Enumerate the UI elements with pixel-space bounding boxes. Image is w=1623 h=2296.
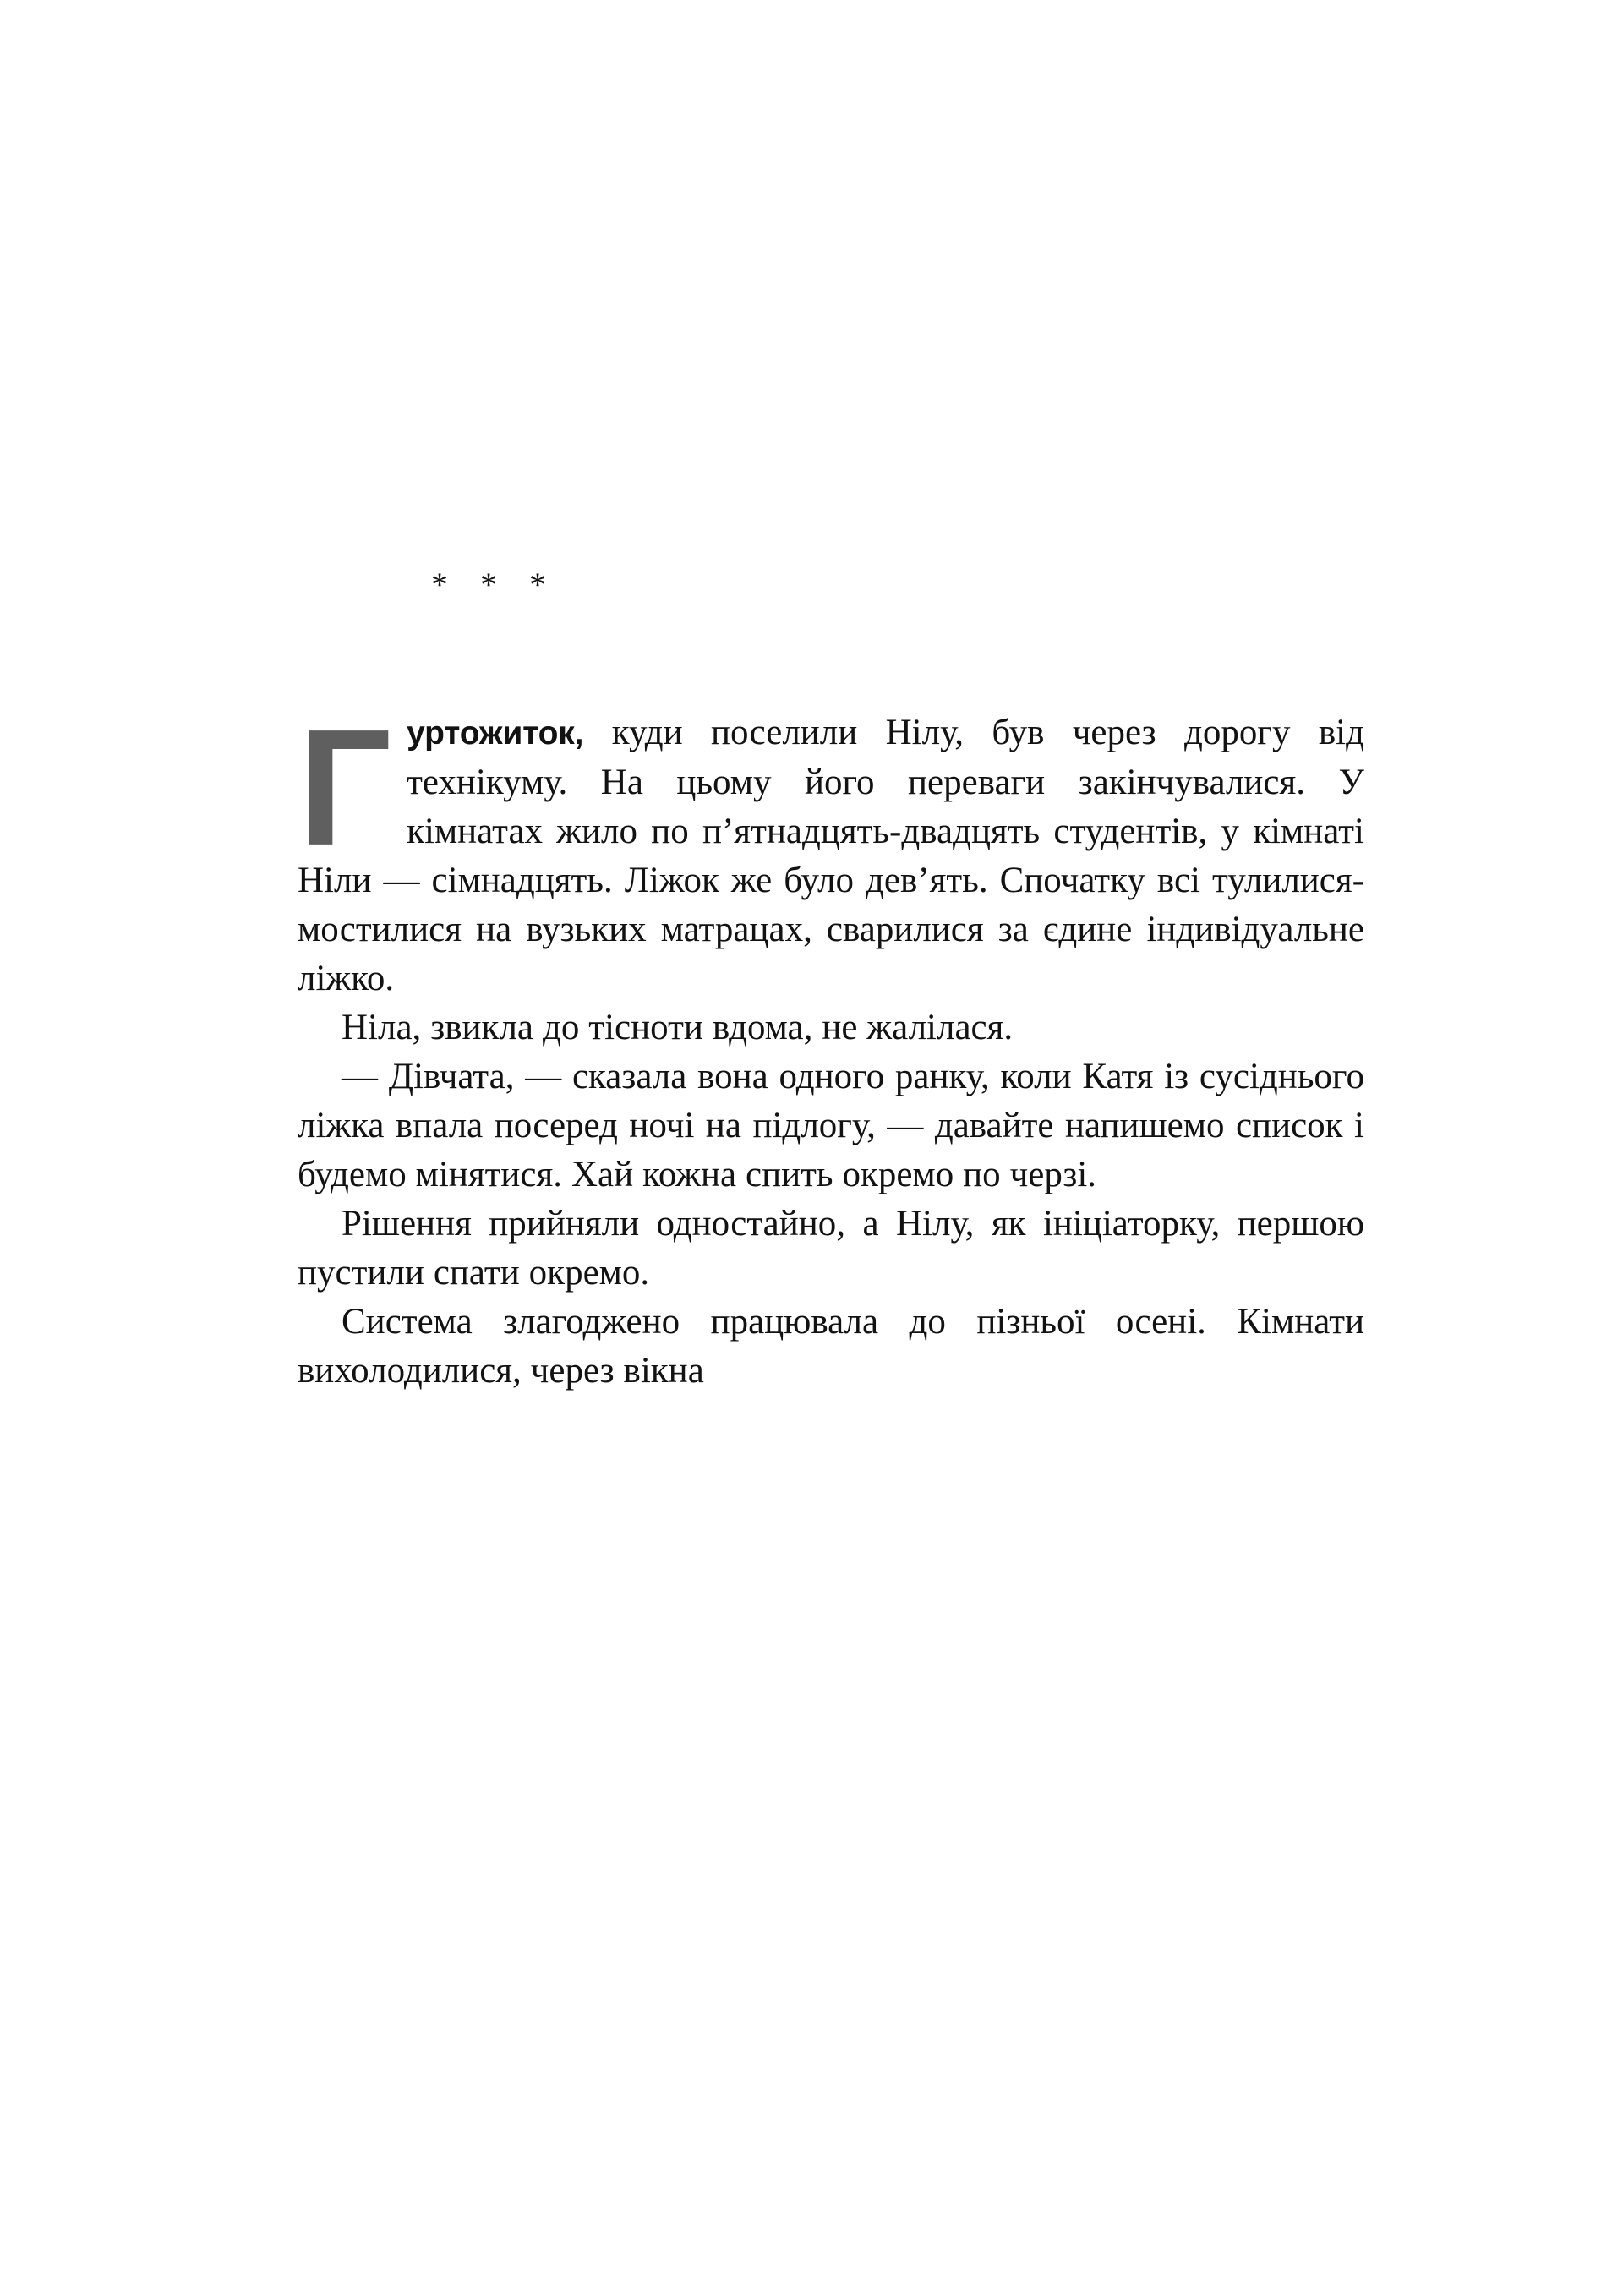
paragraph-4: Рішення прийняли одностайно, а Нілу, як ініціаторку, першою пустили спати окремо. — [298, 1204, 1364, 1293]
drop-cap-letter: Г — [298, 695, 392, 880]
body-text — [298, 695, 1364, 1396]
paragraph-3-dialogue: — Дівчата, — сказала вона одного ранку, коли Катя із сусіднього ліжка впала посеред ночі на підлогу, — давайте напишемо список і будемо мінятися. Хай кожна спить окремо по черзі. — [298, 1057, 1364, 1194]
paragraph-1 — [298, 695, 1364, 1003]
paragraph-lead-in: уртожиток, — [407, 715, 584, 752]
paragraph-1-text: куди поселили Нілу, був через дорогу від технікуму. На цьому його переваги закінчувалися. У кімнатах жило по п’ятнадцять-двадцять студентів, у кімнаті Ніли — сімнадцять. Ліжок же було дев’ять. Спочатку всі тулилися-мостилися на вузьких матрацах, сварилися за єдине індивідуальне ліжко. — [298, 713, 1364, 998]
scene-break-separator: * * * — [431, 566, 558, 604]
text-column — [298, 568, 1364, 1396]
paragraph-2: Ніла, звикла до тісноти вдома, не жалілася. — [342, 1008, 1014, 1047]
paragraph-5: Система злагоджено працювала до пізньої осені. Кімнати вихолодилися, через вікна — [298, 1302, 1364, 1391]
